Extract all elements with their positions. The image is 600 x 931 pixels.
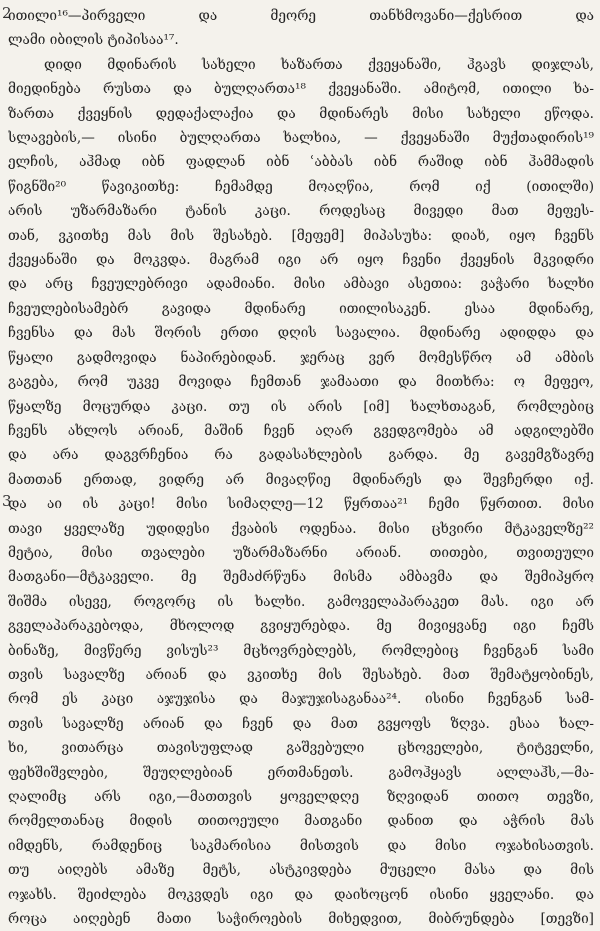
text-line: შიშმა ისევე, როგორც ის ხალხი. გამოველაპარაკეთ მას. იგი არ	[8, 593, 594, 610]
text-line: მათთან ერთად, ვიდრე არ მივაღწიე მდინარეს და შევჩერდი იქ.	[8, 471, 594, 488]
text-line: ჩვეულებისამებრ გავიდა მდინარე ითილისაკენ. ესაა მდინარე,	[8, 300, 594, 317]
text-line: და აი ის კაცი! მისი სიმაღლე—12 წყრთაა²¹ ჩემი წყრთით. მისი	[8, 496, 594, 513]
text-line: როცა აიღებენ მათი საჭიროების მიხედვით, მიბრუნდება [თევზი]	[8, 911, 594, 928]
text-line: მიედინება რუსთა და ბულღართა¹⁸ ქვეყანაში. ამიტომ, ითილი ხა-	[8, 81, 594, 98]
text-line: ფეხშიშვლები, შეუღლებიან ერთმანეთს. გამოჰყავს ალლაჰს,—მა-	[8, 764, 594, 781]
text-line: გველაპარაკებოდა, მხოლოდ გვიყურებდა. მე მივიყვანე იგი ჩემს	[8, 618, 594, 635]
text-line: თვის სავალზე არიან და ჩვენ და მათ გვყოფს ზღვა. ესაა ხალ-	[8, 715, 594, 732]
body-text	[8, 4, 594, 931]
text-line: ღალიმც არს იგი,—მათთვის ყოველდღე ზღვიდან თითო თევზი,	[8, 789, 594, 805]
text-line: ქვეყანაში და მოკვდა. მაგრამ იგი არ იყო ჩვენი ქვეყნის მკვიდრი	[8, 252, 594, 269]
text-line: არის უზარმაზარი ტანის კაცი. როდესაც მივედი მათ მეფეს-	[8, 203, 594, 220]
text-line: თუ აიღებს ამაზე მეტს, ასტკივდება მუცელი მასა და მის	[8, 862, 594, 879]
text-line: ჩვენსა და მას შორის ერთი დღის სავალია. მდინარე ადიდდა და	[8, 325, 594, 342]
text-line: ჩვენს ახლოს არიან, მაშინ ჩვენ აღარ გვედგომება ამ ადგილებში	[8, 422, 594, 439]
margin-number: 3	[2, 492, 12, 510]
text-line: თავი ყველაზე უდიდესი ქვაბის ოდენაა. მისი ცხვირი მტკაველზე²²	[8, 520, 594, 537]
text-line: წიგნში²⁰ წავიკითხე: ჩემამდე მოაღწია, რომ იქ (ითილში)	[8, 178, 594, 195]
text-line: მათგანი—მტკაველი. მე შემაძრწუნა მისმა ამბავმა და შემიპყრო	[8, 569, 594, 586]
text-line: ითილი¹⁶—პირველი და მეორე თანხმოვანი—ქესრით და	[8, 8, 594, 24]
text-line: ხი, ვითარცა თავისუფლად გაშვებული ცხოველები, ტიტველნი,	[8, 740, 594, 757]
text-line: ელჩის, აჰმად იბნ ფადლან იბნ ʿაბბას იბნ რაშიდ იბნ ჰამმადის	[8, 154, 594, 171]
text-line: ლამი იბილის ტიპისაა¹⁷.	[8, 32, 179, 49]
text-line: ოჯახს. შეიძლება მოკვდეს იგი და დაიხოცონ ისინი ყველანი. და	[8, 886, 594, 903]
text-line: იმდენს, რამდენიც საკმარისია მისთვის და მისი ოჯახისათვის.	[8, 837, 594, 854]
text-line: მეტია, მისი თვალები უზარმაზარნი არიან. თითები, თვითეული	[8, 544, 594, 561]
text-line: თვის სავალზე არიან და ვკითხე მის შესახებ. მათ შემატყობინეს,	[8, 666, 594, 683]
text-line: რომ ეს კაცი აჯუჯისა და მაჯუჯისაგანაა²⁴. ისინი ჩვენგან სამ-	[8, 691, 594, 708]
text-line: ზართა ქვეყნის დედაქალაქია და მდინარეს მისი სახელი ეწოდა.	[8, 105, 594, 122]
text-line: ბინაზე, მივწერე ვისუს²³ მცხოვრებლებს, რომლებიც ჩვენგან სამი	[8, 642, 594, 659]
text-line: დიდი მდინარის სახელი ხაზართა ქვეყანაში, ჰგავს დიჯლას,	[44, 56, 594, 73]
text-line: წყალზე მოცურდა კაცი. თუ ის არის [იმ] ხალხთაგან, რომლებიც	[8, 398, 594, 415]
text-line: თან, ვკითხე მას მის შესახებ. [მეფემ] მიპასუხა: დიახ, იყო ჩვენს	[8, 227, 594, 244]
text-line: და არც ჩვეულებრივი ადამიანი. მისი ამბავი ასეთია: ვაჭარი ხალხი	[8, 276, 594, 293]
text-line: რომელთანაც მიდის თითოეული მათგანი დანით და აჭრის მას	[8, 813, 594, 830]
margin-number: 2	[2, 4, 12, 22]
text-line: გაგება, რომ უკვე მოვიდა ჩემთან ჯამაათი და მითხრა: ო მეფეო,	[8, 374, 594, 391]
text-line: და არა დაგვრჩენია რა გადასახლების გარდა. მე გავემგზავრე	[8, 447, 594, 464]
text-line: წყალი გადმოვიდა ნაპირებიდან. ჯერაც ვერ მომესწრო ამ ამბის	[8, 349, 594, 366]
text-line: სლავების,— ისინი ბულღართა ხალხია, — ქვეყანაში მუქთადირის¹⁹	[8, 130, 594, 147]
